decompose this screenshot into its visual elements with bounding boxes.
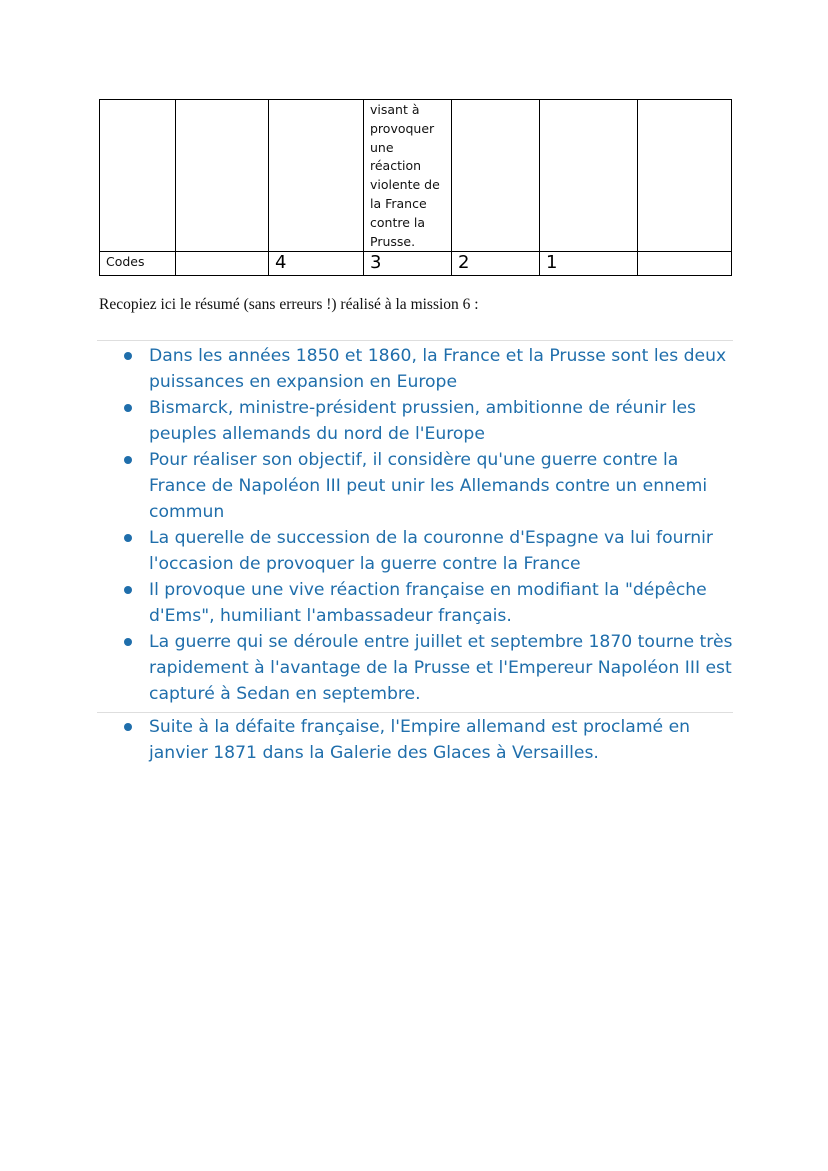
code-cell: 4 — [269, 252, 364, 276]
table-cell — [540, 100, 638, 252]
list-item — [97, 714, 733, 766]
table-cell — [452, 100, 540, 252]
list-item — [97, 395, 733, 447]
bullet-icon — [124, 586, 132, 594]
item-line: La guerre qui se déroule entre juillet et septembre 1870 tourne très — [149, 632, 733, 652]
item-line: d'Ems", humiliant l'ambassadeur français. — [149, 606, 512, 626]
table-row-codes — [100, 252, 732, 276]
item-line: janvier 1871 dans la Galerie des Glaces à Versailles. — [149, 743, 599, 763]
summary-instruction: Recopiez ici le résumé (sans erreurs !) réalisé à la mission 6 : — [99, 296, 479, 313]
item-line: Dans les années 1850 et 1860, la France et la Prusse sont les deux — [149, 346, 727, 366]
list-item — [97, 447, 733, 525]
bullet-icon — [124, 723, 132, 731]
bullet-icon — [124, 404, 132, 412]
table-row — [100, 100, 732, 252]
cell-line: provoquer — [370, 120, 435, 136]
codes-table — [99, 99, 732, 276]
cell-line: Prusse. — [370, 233, 416, 249]
cell-line: la France — [370, 195, 427, 211]
cell-line: une — [370, 139, 394, 155]
item-line: Bismarck, ministre-président prussien, ambitionne de réunir les — [149, 398, 697, 418]
cell-line: violente de — [370, 177, 440, 193]
item-line: puissances en expansion en Europe — [149, 372, 458, 392]
code-cell: 3 — [364, 252, 452, 276]
summary-list-continued — [97, 714, 733, 766]
bullet-icon — [124, 638, 132, 646]
table-cell — [269, 100, 364, 252]
bullet-icon — [124, 534, 132, 542]
table-cell-description — [364, 100, 452, 252]
summary-list — [97, 343, 733, 707]
bullet-icon — [124, 456, 132, 464]
item-line: Il provoque une vive réaction française en modifiant la "dépêche — [149, 580, 707, 600]
item-line: France de Napoléon III peut unir les Allemands contre un ennemi — [149, 476, 708, 496]
item-line: capturé à Sedan en septembre. — [149, 684, 421, 704]
item-line: peuples allemands du nord de l'Europe — [149, 424, 485, 444]
item-line: Pour réaliser son objectif, il considère qu'une guerre contre la — [149, 450, 679, 470]
code-cell: 1 — [540, 252, 638, 276]
code-cell: 2 — [452, 252, 540, 276]
list-item — [97, 525, 733, 577]
list-item — [97, 629, 733, 707]
codes-label: Codes — [100, 252, 176, 276]
code-cell — [638, 252, 732, 276]
table-cell — [638, 100, 732, 252]
bullet-icon — [124, 352, 132, 360]
item-line: commun — [149, 502, 225, 522]
item-line: l'occasion de provoquer la guerre contre la France — [149, 554, 581, 574]
item-line: rapidement à l'avantage de la Prusse et l'Empereur Napoléon III est — [149, 658, 732, 678]
cell-line: visant à — [370, 102, 420, 117]
table-cell — [176, 100, 269, 252]
cell-line: contre la — [370, 214, 426, 230]
list-item — [97, 577, 733, 629]
table-cell — [100, 100, 176, 252]
cell-line: réaction — [370, 158, 422, 174]
divider — [97, 340, 733, 341]
divider — [97, 712, 733, 713]
item-line: Suite à la défaite française, l'Empire allemand est proclamé en — [149, 717, 691, 737]
code-cell — [176, 252, 269, 276]
list-item — [97, 343, 733, 395]
item-line: La querelle de succession de la couronne d'Espagne va lui fournir — [149, 528, 713, 548]
